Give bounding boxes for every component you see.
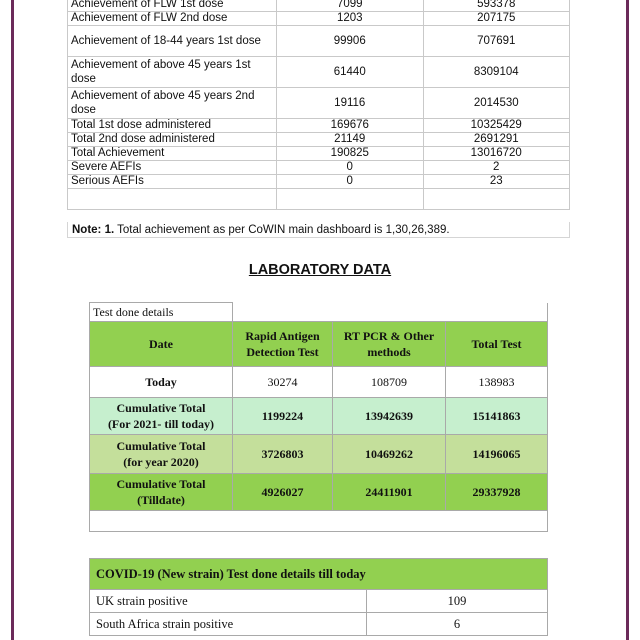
note-prefix: Note: 1. xyxy=(72,224,115,236)
row-label: Total Achievement xyxy=(68,147,277,161)
row-cumulative-value: 13016720 xyxy=(423,147,570,161)
row-cumulative-value: 8309104 xyxy=(423,57,570,88)
lab-test-table xyxy=(89,302,548,532)
table-row xyxy=(68,161,570,175)
table-row xyxy=(90,398,548,435)
table-row xyxy=(68,0,570,12)
row-cumulative-value: 2014530 xyxy=(423,88,570,119)
row-label: Achievement of FLW 2nd dose xyxy=(68,12,277,26)
table-row xyxy=(68,88,570,119)
table-row xyxy=(90,474,548,511)
row-label: Achievement of 18-44 years 1st dose xyxy=(68,26,277,57)
new-strain-table xyxy=(89,558,548,636)
row-cumulative-value: 2691291 xyxy=(423,133,570,147)
row-label: Today xyxy=(90,367,233,398)
rat-value: 30274 xyxy=(233,367,333,398)
row-label: Cumulative Total (Tilldate) xyxy=(90,474,233,511)
total-value: 138983 xyxy=(446,367,548,398)
empty-cell xyxy=(446,511,548,532)
table-title: Test done details xyxy=(90,303,233,322)
table-row xyxy=(90,367,548,398)
row-value: 109 xyxy=(367,590,548,613)
row-label: Total 2nd dose administered xyxy=(68,133,277,147)
row-label: UK strain positive xyxy=(90,590,367,613)
empty-cell xyxy=(446,303,548,322)
row-label: Cumulative Total (for year 2020) xyxy=(90,435,233,474)
row-label: Total 1st dose administered xyxy=(68,119,277,133)
row-today-value: 190825 xyxy=(277,147,424,161)
table-row xyxy=(68,12,570,26)
column-header: Rapid Antigen Detection Test xyxy=(233,322,333,367)
total-value: 15141863 xyxy=(446,398,548,435)
total-value: 14196065 xyxy=(446,435,548,474)
strain-table-container xyxy=(89,558,547,636)
table-row xyxy=(68,119,570,133)
table-row xyxy=(68,26,570,57)
row-label: Achievement of above 45 years 2nd dose xyxy=(68,88,277,119)
table-row xyxy=(68,189,570,210)
empty-cell xyxy=(90,511,233,532)
row-label: Achievement of above 45 years 1st dose xyxy=(68,57,277,88)
empty-cell xyxy=(277,189,424,210)
empty-cell xyxy=(333,303,446,322)
note-text: Total achievement as per CoWIN main dashboard is 1,30,26,389. xyxy=(114,224,450,236)
table-row xyxy=(90,511,548,532)
row-label: Serious AEFIs xyxy=(68,175,277,189)
row-label: South Africa strain positive xyxy=(90,613,367,636)
row-today-value: 61440 xyxy=(277,57,424,88)
table-row xyxy=(68,147,570,161)
rat-value: 4926027 xyxy=(233,474,333,511)
row-cumulative-value: 207175 xyxy=(423,12,570,26)
table-row xyxy=(68,133,570,147)
row-value: 6 xyxy=(367,613,548,636)
table-header-row xyxy=(90,322,548,367)
page-border-right xyxy=(626,0,629,640)
column-header: Total Test xyxy=(446,322,548,367)
row-cumulative-value: 2 xyxy=(423,161,570,175)
row-today-value: 1203 xyxy=(277,12,424,26)
row-today-value: 21149 xyxy=(277,133,424,147)
page-border-left xyxy=(11,0,14,640)
empty-cell xyxy=(333,511,446,532)
column-header: Date xyxy=(90,322,233,367)
empty-cell xyxy=(68,189,277,210)
table-row xyxy=(90,435,548,474)
laboratory-data-heading: LABORATORY DATA xyxy=(248,262,392,278)
column-header: RT PCR & Other methods xyxy=(333,322,446,367)
row-cumulative-value: 707691 xyxy=(423,26,570,57)
table-header-row xyxy=(90,559,548,590)
row-today-value: 0 xyxy=(277,175,424,189)
empty-cell xyxy=(233,511,333,532)
row-today-value: 0 xyxy=(277,161,424,175)
strain-table-title: COVID-19 (New strain) Test done details till today xyxy=(90,559,548,590)
vaccination-note xyxy=(67,222,570,238)
empty-cell xyxy=(423,189,570,210)
table-row xyxy=(68,175,570,189)
table-title-row xyxy=(90,303,548,322)
table-row xyxy=(68,57,570,88)
table-row xyxy=(90,613,548,636)
total-value: 29337928 xyxy=(446,474,548,511)
row-today-value: 7099 xyxy=(277,0,424,12)
table-row xyxy=(90,590,548,613)
rtpcr-value: 10469262 xyxy=(333,435,446,474)
rat-value: 1199224 xyxy=(233,398,333,435)
rat-value: 3726803 xyxy=(233,435,333,474)
vaccination-table-container xyxy=(67,0,570,210)
row-cumulative-value: 593378 xyxy=(423,0,570,12)
row-label: Cumulative Total (For 2021- till today) xyxy=(90,398,233,435)
empty-cell xyxy=(233,303,333,322)
vaccination-table xyxy=(67,0,570,210)
row-cumulative-value: 10325429 xyxy=(423,119,570,133)
row-today-value: 99906 xyxy=(277,26,424,57)
row-today-value: 19116 xyxy=(277,88,424,119)
rtpcr-value: 13942639 xyxy=(333,398,446,435)
rtpcr-value: 24411901 xyxy=(333,474,446,511)
row-cumulative-value: 23 xyxy=(423,175,570,189)
row-label: Achievement of FLW 1st dose xyxy=(68,0,277,12)
row-label: Severe AEFIs xyxy=(68,161,277,175)
lab-table-container xyxy=(89,302,547,532)
row-today-value: 169676 xyxy=(277,119,424,133)
rtpcr-value: 108709 xyxy=(333,367,446,398)
